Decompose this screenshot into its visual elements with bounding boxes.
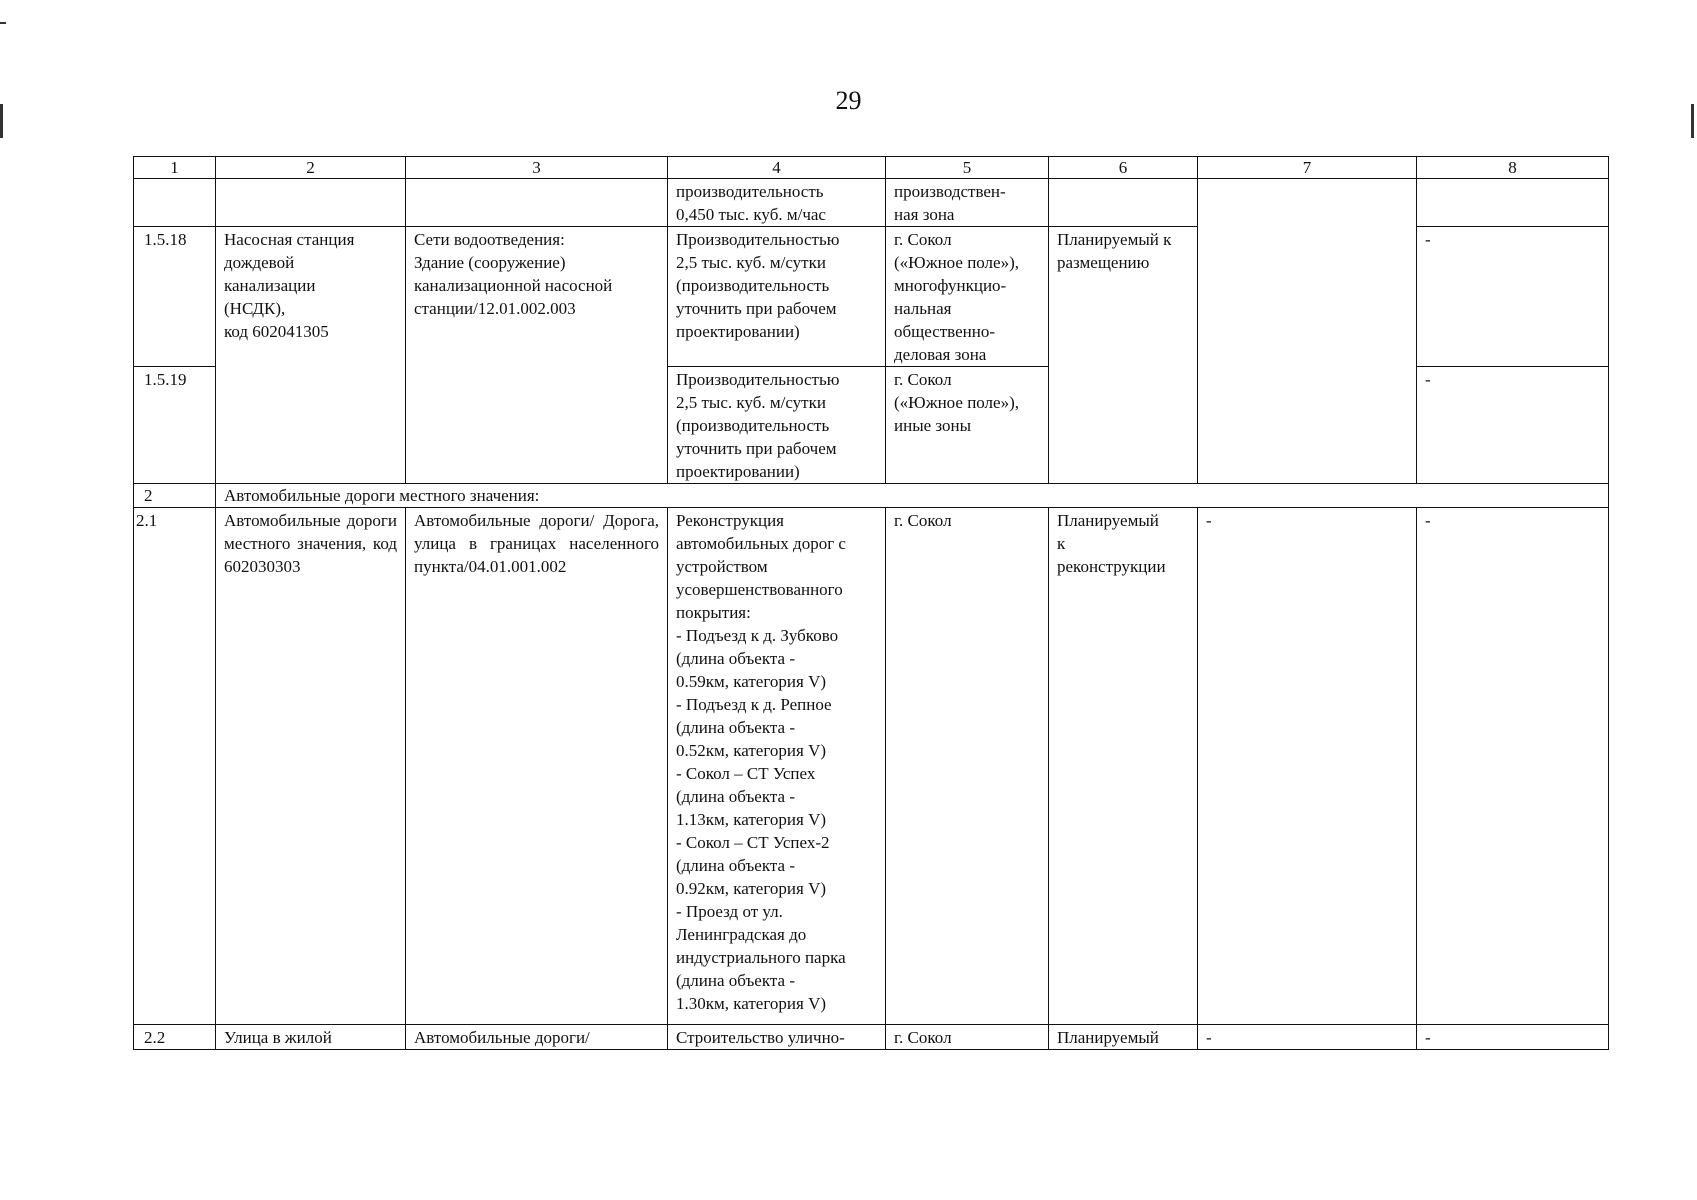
header-col-8: 8 bbox=[1417, 157, 1609, 179]
section-2-number: 2 bbox=[134, 484, 216, 508]
continuation-col-1 bbox=[134, 179, 216, 227]
row-1518-col-8: - bbox=[1417, 227, 1609, 367]
row-21-col-7: - bbox=[1198, 508, 1417, 1025]
row-21-characteristics: Реконструкция автомобильных дорог с устройством усовершенствованного покрытия: - Подъезд к д. Зубково (длина объекта - 0.59км, категория V) - Подъезд к д. Репное (длина объекта - 0.52км, категория V) - Сокол – СТ Успех (длина объекта - 1.13км, категория V) - Сокол – СТ Успех-2 (длина объекта - 0.92км, категория V) - Проезд от ул. Ленинградская до индустриального парка (длина объекта - 1.30км, категория V) bbox=[668, 508, 886, 1025]
header-col-2: 2 bbox=[216, 157, 406, 179]
row-1518-status: Планируемый к размещению bbox=[1049, 227, 1198, 484]
table-row bbox=[134, 508, 1609, 1025]
row-22-status: Планируемый bbox=[1049, 1025, 1198, 1050]
continuation-characteristics: производительность 0,450 тыс. куб. м/час bbox=[668, 179, 886, 227]
row-1518-characteristics: Производительностью 2,5 тыс. куб. м/сутки (производительность уточнить при рабочем проектировании) bbox=[668, 227, 886, 367]
continuation-row bbox=[134, 179, 1609, 227]
continuation-col-7 bbox=[1198, 179, 1417, 484]
row-22-col-7: - bbox=[1198, 1025, 1417, 1050]
row-1519-number: 1.5.19 bbox=[134, 367, 216, 484]
scan-mark-top-left bbox=[0, 22, 6, 24]
header-col-5: 5 bbox=[886, 157, 1049, 179]
planning-table bbox=[133, 156, 1609, 1050]
header-col-3: 3 bbox=[406, 157, 668, 179]
row-21-status: Планируемый к реконструкции bbox=[1049, 508, 1198, 1025]
section-row bbox=[134, 484, 1609, 508]
row-22-number: 2.2 bbox=[134, 1025, 216, 1050]
header-col-6: 6 bbox=[1049, 157, 1198, 179]
scan-mark-right bbox=[1691, 104, 1694, 138]
continuation-col-2 bbox=[216, 179, 406, 227]
header-col-4: 4 bbox=[668, 157, 886, 179]
row-21-type: Автомобильные дороги/ Дорога, улица в границах населенного пункта/04.01.001.002 bbox=[406, 508, 668, 1025]
row-1518-name: Насосная станция дождевой канализации (НСДК), код 602041305 bbox=[216, 227, 406, 484]
row-1518-number: 1.5.18 bbox=[134, 227, 216, 367]
continuation-location: производствен- ная зона bbox=[886, 179, 1049, 227]
row-1518-location: г. Сокол («Южное поле»), многофункцио- нальная общественно- деловая зона bbox=[886, 227, 1049, 367]
row-22-name: Улица в жилой bbox=[216, 1025, 406, 1050]
page-number: 29 bbox=[835, 86, 862, 115]
row-21-col-8: - bbox=[1417, 508, 1609, 1025]
continuation-col-3 bbox=[406, 179, 668, 227]
section-2-title: Автомобильные дороги местного значения: bbox=[216, 484, 1609, 508]
table-row bbox=[134, 1025, 1609, 1050]
scan-mark-left bbox=[0, 104, 3, 138]
row-22-location: г. Сокол bbox=[886, 1025, 1049, 1050]
continuation-col-8 bbox=[1417, 179, 1609, 227]
row-1519-location: г. Сокол («Южное поле»), иные зоны bbox=[886, 367, 1049, 484]
row-21-number: 2.1 bbox=[134, 508, 216, 1025]
row-1519-characteristics: Производительностью 2,5 тыс. куб. м/сутки (производительность уточнить при рабочем проектировании) bbox=[668, 367, 886, 484]
row-21-name: Автомобильные дороги местного значения, код 602030303 bbox=[216, 508, 406, 1025]
header-col-1: 1 bbox=[134, 157, 216, 179]
header-col-7: 7 bbox=[1198, 157, 1417, 179]
row-22-col-8: - bbox=[1417, 1025, 1609, 1050]
continuation-col-6 bbox=[1049, 179, 1198, 227]
row-22-type: Автомобильные дороги/ bbox=[406, 1025, 668, 1050]
row-21-location: г. Сокол bbox=[886, 508, 1049, 1025]
row-1518-type: Сети водоотведения: Здание (сооружение) канализационной насосной станции/12.01.002.003 bbox=[406, 227, 668, 484]
row-22-characteristics: Строительство улично- bbox=[668, 1025, 886, 1050]
row-1519-col-8: - bbox=[1417, 367, 1609, 484]
header-row bbox=[134, 157, 1609, 179]
